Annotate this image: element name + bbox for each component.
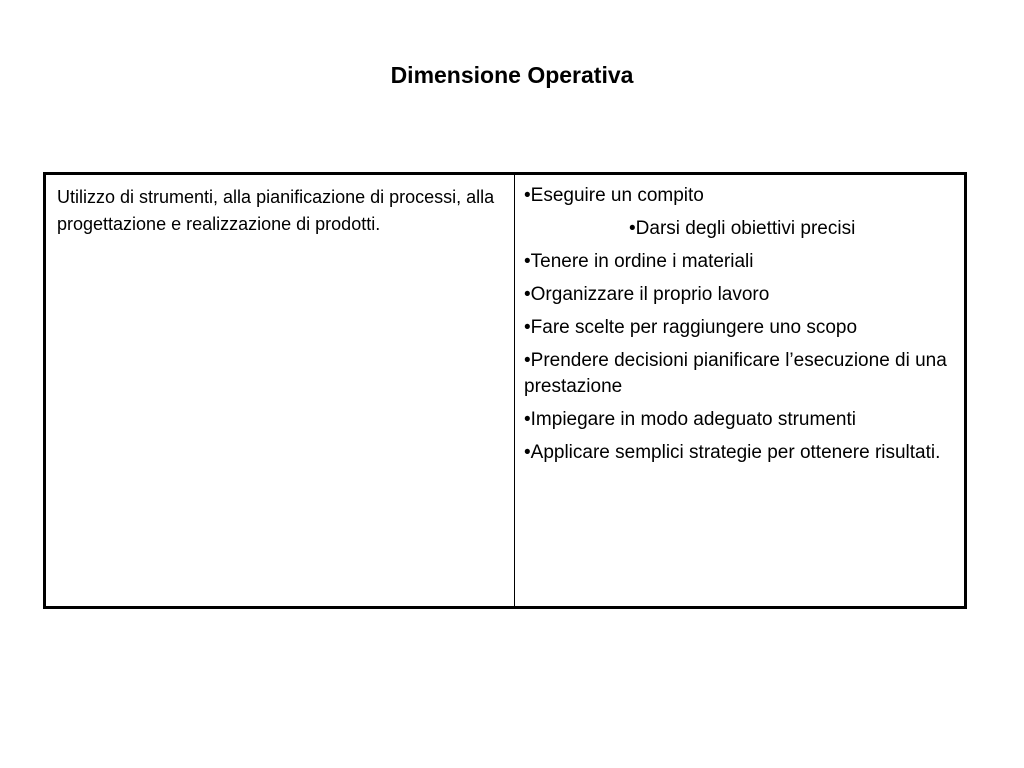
bullet-icon: • — [524, 251, 531, 272]
table-cell-activities — [515, 175, 964, 606]
list-item — [524, 440, 954, 466]
list-item-text: Fare scelte per raggiungere uno scopo — [530, 317, 858, 338]
list-item-text: Organizzare il proprio lavoro — [530, 284, 770, 305]
list-item-text: Applicare semplici strategie per ottenere risultati. — [530, 442, 941, 463]
list-item-text: Prendere decisioni pianificare l’esecuzione di una prestazione — [524, 350, 947, 397]
list-item-text: Darsi degli obiettivi precisi — [635, 218, 856, 239]
list-item-text: Tenere in ordine i materiali — [530, 251, 754, 272]
content-table — [43, 172, 967, 609]
slide-title: Dimensione Operativa — [390, 62, 634, 88]
table-cell-description: Utilizzo di strumenti, alla pianificazione di processi, alla progettazione e realizzazione di prodotti. — [46, 175, 515, 606]
list-item — [524, 282, 954, 308]
activity-list — [524, 183, 954, 466]
bullet-icon: • — [524, 409, 531, 430]
list-item — [524, 183, 954, 209]
list-item — [524, 348, 954, 400]
list-item-text: Eseguire un compito — [530, 185, 704, 206]
bullet-icon: • — [524, 350, 531, 371]
bullet-icon: • — [524, 317, 531, 338]
bullet-icon: • — [524, 442, 531, 463]
bullet-icon: • — [524, 185, 531, 206]
list-item — [524, 249, 954, 275]
list-item-text: Impiegare in modo adeguato strumenti — [530, 409, 856, 430]
list-item — [524, 407, 954, 433]
bullet-icon: • — [524, 284, 531, 305]
bullet-icon: • — [629, 218, 636, 239]
list-item — [524, 216, 954, 242]
list-item — [524, 315, 954, 341]
